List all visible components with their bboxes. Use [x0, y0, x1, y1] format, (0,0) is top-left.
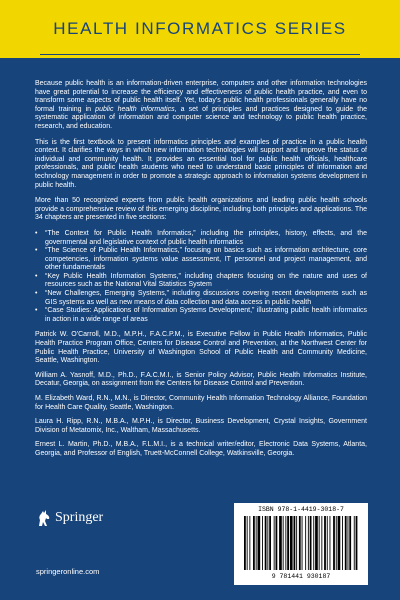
- isbn-label: ISBN 978-1-4419-3018-7: [258, 506, 344, 513]
- springer-logo: [36, 508, 103, 528]
- springer-horse-icon: [36, 509, 52, 527]
- publisher-website[interactable]: springeronline.com: [36, 567, 100, 576]
- section-item: • “Key Public Health Information Systems,” including chapters focusing on the nature and uses of resources such as the National Vital Statistics System: [35, 272, 367, 289]
- barcode: [240, 516, 362, 572]
- section-item: • “Case Studies: Applications of Information Systems Development,” illustrating public health informatics in action in a wide range of areas: [35, 307, 367, 323]
- barcode-digits: 9 781441 930187: [271, 573, 331, 580]
- textbook-paragraph: This is the first textbook to present informatics principles and examples of practice in a public health context. It clarifies the ways in which new information technologies will support and improve the status of individual and community health. It provides an essential tool for public health officials, healthcare professionals, and public health students who need to understand basic principles of information and technology management in order to promote a strategic approach to information systems development in public health.: [35, 138, 367, 189]
- back-cover-text: [35, 80, 367, 465]
- section-item: • “The Context for Public Health Informatics,” including the principles, history, effects, and the governmental and legislative context of public health informatics: [35, 229, 367, 246]
- experts-paragraph: More than 50 recognized experts from public health organizations and leading public health schools provide a comprehensive review of this emerging discipline, including both principles and applications. The 34 chapters are presented in five sections:: [35, 197, 367, 222]
- title-rule: [40, 54, 360, 55]
- section-item: • “The Science of Public Health Informatics,” focusing on basics such as information architecture, core competencies, information systems value assessment, IT personnel and project management, and other fundamentals: [35, 247, 367, 272]
- section-item: • “New Challenges, Emerging Systems,” including discussions covering recent developments such as GIS systems as well as new means of data collection and data access in public health: [35, 290, 367, 306]
- series-title: HEALTH INFORMATICS SERIES: [53, 19, 347, 38]
- author-bio: William A. Yasnoff, M.D., Ph.D., F.A.C.M.I., is Senior Policy Advisor, Public Health Informatics Institute, Decatur, Georgia, on assignment from the Centers for Disease Control and Prevention.: [35, 371, 367, 388]
- author-bio: Ernest L. Martin, Ph.D., M.B.A., F.L.M.I., is a technical writer/editor, Electronic Data Systems, Atlanta, Georgia, and Professor of English, Truett-McConnell College, Watkinsville, Georgia.: [35, 441, 367, 457]
- author-bio: Laura H. Ripp, R.N., M.B.A., M.P.H., is Director, Business Development, Crystal Insights, Government Division of Metatomix, Inc., Waltham, Massachusetts.: [35, 418, 367, 434]
- author-bio: M. Elizabeth Ward, R.N., M.N., is Director, Community Health Information Technology Alliance, Foundation for Health Care Quality, Seattle, Washington.: [35, 395, 367, 411]
- series-band: [0, 0, 400, 58]
- publisher-name: Springer: [55, 510, 104, 525]
- intro-paragraph: Because public health is an information-driven enterprise, computers and other information technologies have great potential to increase the efficiency and effectiveness of public health practice, and even to transform some aspects of public health itself. Yet, today's public health professionals generally have no formal training in public health informatics, a set of principles and practices designed to guide the systematic application of information and computer science and technology to public health practice, research, and education.: [35, 80, 367, 130]
- author-bio: Patrick W. O'Carroll, M.D., M.P.H., F.A.C.P.M., is Executive Fellow in Public Health Informatics, Public Health Practice Program Office, Centers for Disease Control and Prevention, at the Northwest Center for Public Health Practice, University of Washington School of Public Health and Community Medicine, Seattle, Washington.: [35, 331, 367, 365]
- isbn-barcode-box: [234, 503, 368, 585]
- sections-list: [35, 230, 367, 325]
